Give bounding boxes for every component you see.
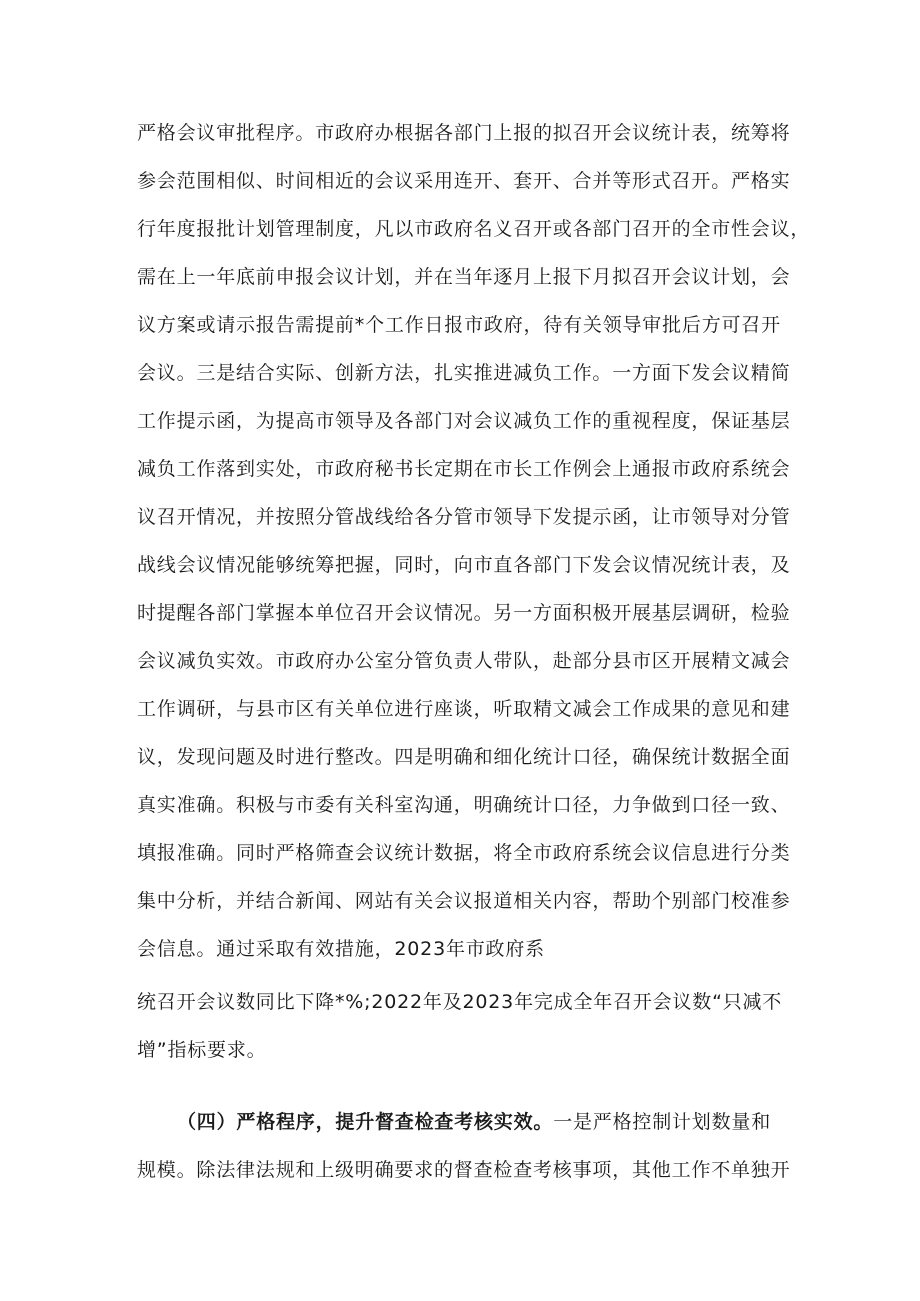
- text-line: 真实准确。积极与市委有关科室沟通，明确统计口径，力争做到口径一致、: [137, 794, 791, 816]
- text-line: 会信息。通过采取有效措施，2023年市政府系: [137, 938, 545, 960]
- text-line: 填报准确。同时严格筛查会议统计数据，将全市政府系统会议信息进行分类: [137, 842, 791, 864]
- text-line: 行年度报批计划管理制度，凡以市政府名义召开或各部门召开的全市性会议，: [137, 218, 811, 240]
- text-line: 集中分析，并结合新闻、网站有关会议报道相关内容，帮助个别部门校准参: [137, 890, 791, 912]
- text-line: 议，发现问题及时进行整改。四是明确和细化统计口径，确保统计数据全面: [137, 746, 791, 768]
- text-line: 时提醒各部门掌握本单位召开会议情况。另一方面积极开展基层调研，检验: [137, 602, 791, 624]
- text-line: 议召开情况，并按照分管战线给各分管市领导下发提示函，让市领导对分管: [137, 506, 791, 528]
- text-line: 议方案或请示报告需提前*个工作日报市政府，待有关领导审批后方可召开: [137, 314, 781, 336]
- text-line: 工作提示函，为提高市领导及各部门对会议减负工作的重视程度，保证基层: [137, 410, 791, 432]
- text-line: 需在上一年底前申报会议计划，并在当年逐月上报下月拟召开会议计划，会: [137, 266, 791, 288]
- text-line: 战线会议情况能够统筹把握，同时，向市直各部门下发会议情况统计表，及: [137, 554, 791, 576]
- text-line: 参会范围相似、时间相近的会议采用连开、套开、合并等形式召开。严格实: [137, 170, 791, 192]
- text-line: 严格会议审批程序。市政府办根据各部门上报的拟召开会议统计表，统筹将: [137, 122, 791, 144]
- text-line: 增”指标要求。: [137, 1039, 267, 1061]
- text-line: 工作调研，与县市区有关单位进行座谈，听取精文减会工作成果的意见和建: [137, 698, 791, 720]
- text-line: 会议。三是结合实际、创新方法，扎实推进减负工作。一方面下发会议精简: [137, 362, 791, 384]
- section-heading: （四）严格程序，提升督查检查考核实效。: [177, 1111, 554, 1133]
- text-line: 统召开会议数同比下降*%;2022年及2023年完成全年召开会议数“只减不: [137, 991, 783, 1013]
- section-text: 一是严格控制计划数量和: [553, 1111, 772, 1133]
- text-line: 规模。除法律法规和上级明确要求的督查检查考核事项，其他工作不单独开: [137, 1159, 791, 1181]
- text-line: 会议减负实效。市政府办公室分管负责人带队，赴部分县市区开展精文减会: [137, 650, 791, 672]
- section-heading-line: [177, 1110, 837, 1134]
- text-line: 减负工作落到实处，市政府秘书长定期在市长工作例会上通报市政府系统会: [137, 458, 791, 480]
